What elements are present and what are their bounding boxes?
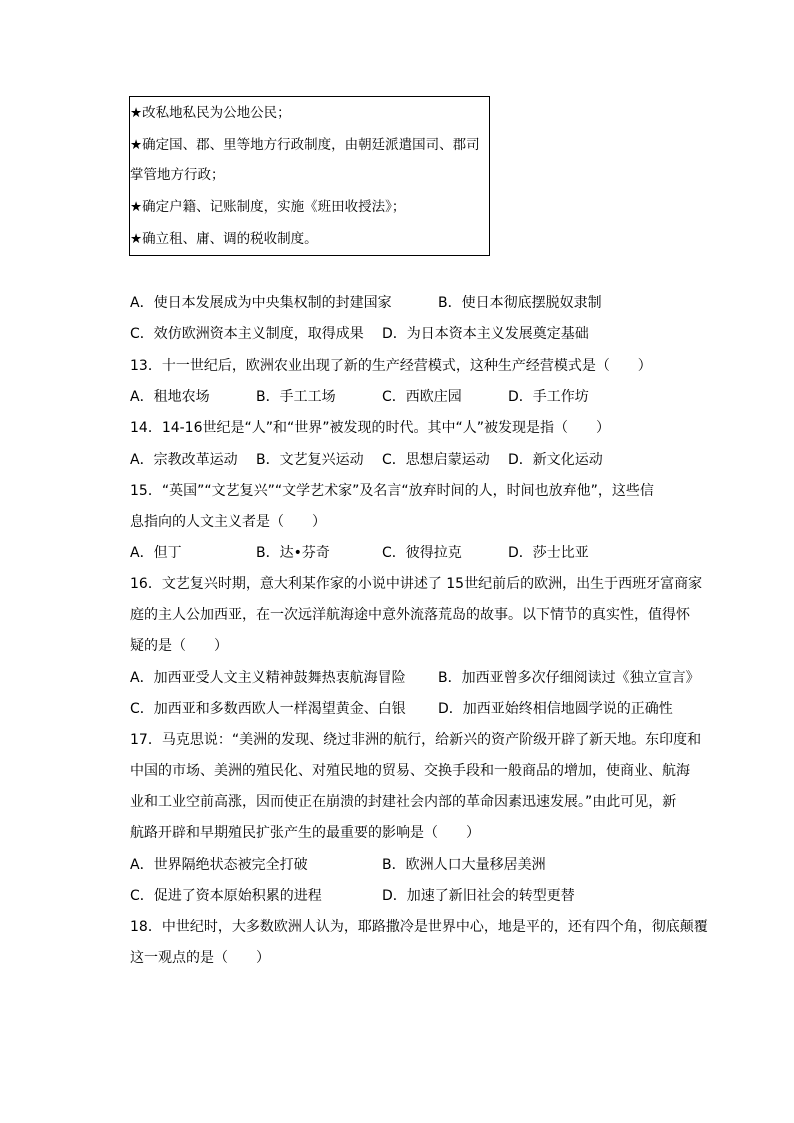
q15-stem-line: 15．“英国”“文艺复兴”“文学艺术家”及名言“放弃时间的人，时间也放弃他”，这些信 [130, 483, 654, 499]
q17-stem-line: 中国的市场、美洲的殖民化、对殖民地的贸易、交换手段和一般商品的增加，使商业、航海 [130, 763, 690, 779]
q17-option-c: C．促进了资本原始积累的进程 [130, 888, 322, 904]
q12-option-a: A．使日本发展成为中央集权制的封建国家 [130, 295, 392, 311]
box-line: ★确定户籍、记账制度，实施《班田收授法》； [130, 199, 406, 215]
q13-stem: 13．十一世纪后，欧洲农业出现了新的生产经营模式，这种生产经营模式是（ ） [130, 358, 652, 374]
q15-option-c: C．彼得拉克 [382, 545, 462, 561]
q18-stem-line: 这一观点的是（ ） [130, 950, 270, 966]
q17-stem-line: 业和工业空前高涨，因而使正在崩溃的封建社会内部的革命因素迅速发展。”由此可见，新 [130, 794, 677, 810]
q13-option-b: B．手工工场 [256, 389, 336, 405]
box-line: ★确定国、郡、里等地方行政制度，由朝廷派遣国司、郡司 [130, 137, 480, 153]
q15-option-a: A．但丁 [130, 545, 182, 561]
box-line: ★确立租、庸、调的税收制度。 [130, 231, 318, 247]
reform-content-box [129, 96, 490, 256]
q15-stem-line: 息指向的人文主义者是（ ） [130, 514, 326, 530]
q13-option-a: A．租地农场 [130, 389, 210, 405]
q14-option-d: D．新文化运动 [508, 452, 603, 468]
q14-option-b: B．文艺复兴运动 [256, 452, 364, 468]
q17-option-b: B．欧洲人口大量移居美洲 [382, 857, 546, 873]
q12-option-d: D．为日本资本主义发展奠定基础 [382, 326, 589, 342]
q13-option-d: D．手工作坊 [508, 389, 589, 405]
q14-option-c: C．思想启蒙运动 [382, 452, 490, 468]
q13-option-c: C．西欧庄园 [382, 389, 462, 405]
q17-stem-line: 17．马克思说：“美洲的发现、绕过非洲的航行，给新兴的资产阶级开辟了新天地。东印度和 [130, 732, 702, 748]
box-line: ★改私地私民为公地公民； [130, 105, 291, 121]
q14-option-a: A．宗教改革运动 [130, 452, 238, 468]
box-line: 掌管地方行政； [130, 167, 225, 183]
q16-option-a: A．加西亚受人文主义精神鼓舞热衷航海冒险 [130, 670, 406, 686]
q16-stem-line: 16．文艺复兴时期，意大利某作家的小说中讲述了 15世纪前后的欧洲，出生于西班牙富商家 [130, 576, 703, 592]
q16-stem-line: 庭的主人公加西亚，在一次远洋航海途中意外流落荒岛的故事。以下情节的真实性，值得怀 [130, 607, 690, 623]
q15-option-b: B．达•芬奇 [256, 545, 330, 561]
q17-stem-line: 航路开辟和早期殖民扩张产生的最重要的影响是（ ） [130, 825, 480, 841]
q12-option-c: C．效仿欧洲资本主义制度，取得成果 [130, 326, 364, 342]
q15-option-d: D．莎士比亚 [508, 545, 589, 561]
q16-option-b: B．加西亚曾多次仔细阅读过《独立宣言》 [438, 670, 700, 686]
q17-option-a: A．世界隔绝状态被完全打破 [130, 857, 308, 873]
q16-option-c: C．加西亚和多数西欧人一样渴望黄金、白银 [130, 701, 406, 717]
q18-stem-line: 18．中世纪时，大多数欧洲人认为，耶路撒冷是世界中心，地是平的，还有四个角，彻底颠覆 [130, 919, 708, 935]
q16-option-d: D．加西亚始终相信地圆学说的正确性 [438, 701, 673, 717]
q14-stem: 14．14-16世纪是“人”和“世界”被发现的时代。其中“人”被发现是指（ ） [130, 420, 611, 436]
q12-option-b: B．使日本彻底摆脱奴隶制 [438, 295, 602, 311]
q17-option-d: D．加速了新旧社会的转型更替 [382, 888, 575, 904]
q16-stem-line: 疑的是（ ） [130, 638, 228, 654]
